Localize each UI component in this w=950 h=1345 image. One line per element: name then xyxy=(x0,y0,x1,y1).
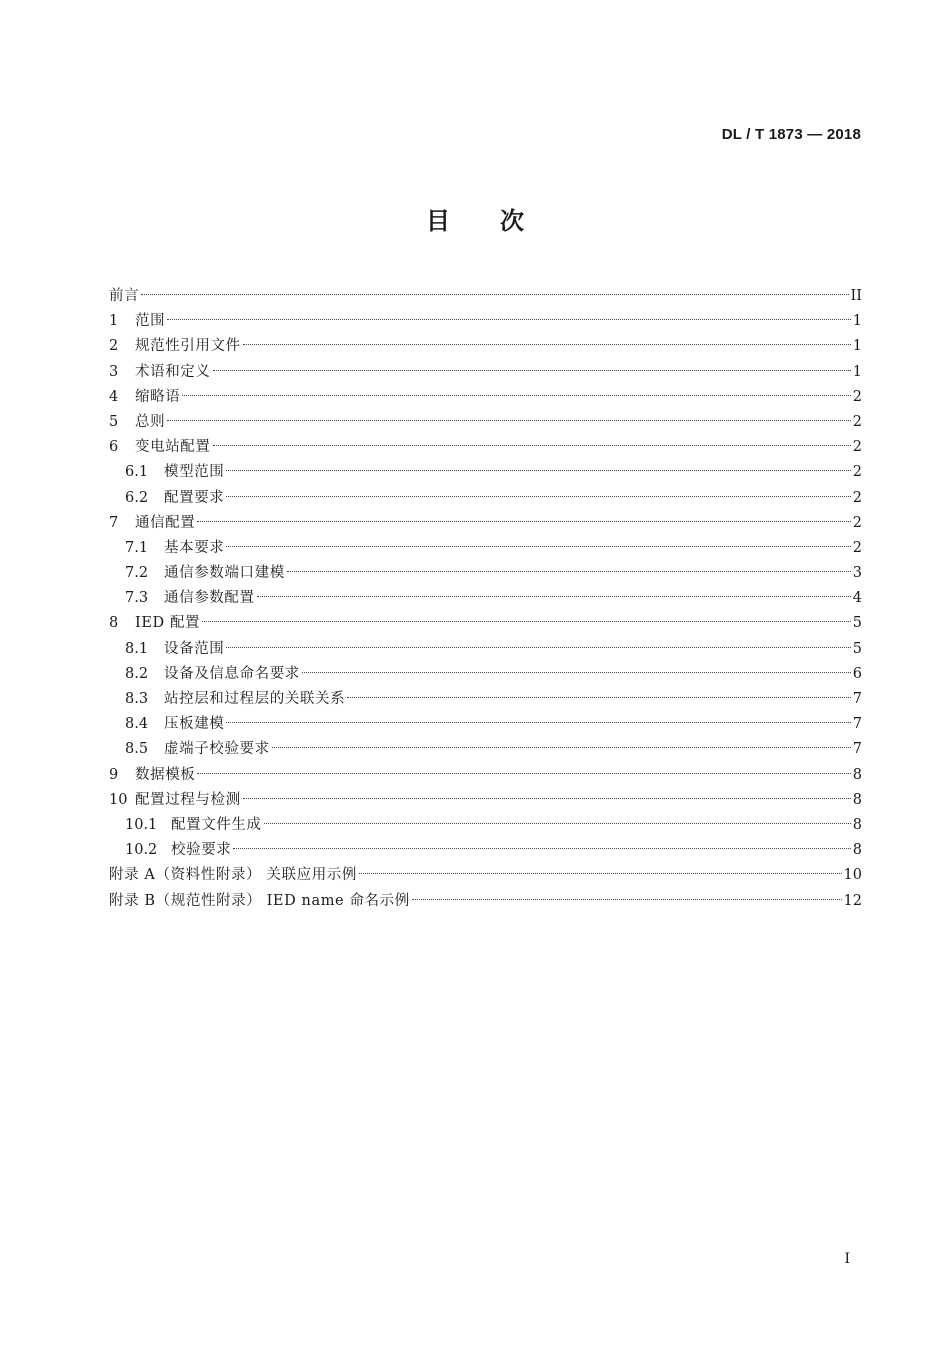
toc-entry[interactable] xyxy=(109,763,862,788)
toc-entry[interactable] xyxy=(109,309,862,334)
toc-entry-label: 附录 B（规范性附录） IED name 命名示例 xyxy=(109,892,410,909)
toc-entry[interactable] xyxy=(109,385,862,410)
toc-entry-number: 8.1 xyxy=(125,640,149,657)
toc-entry-page: 6 xyxy=(852,665,862,682)
toc-entry[interactable] xyxy=(109,813,862,838)
toc-entry-label: 虚端子校验要求 xyxy=(164,741,270,758)
toc-entry-label: 缩略语 xyxy=(135,388,181,405)
toc-entry-label: 前言 xyxy=(109,288,140,304)
toc-entry-label: 变电站配置 xyxy=(135,439,211,456)
toc-leader-dots xyxy=(359,873,842,874)
toc-entry[interactable] xyxy=(109,360,862,385)
toc-entry-page: 2 xyxy=(852,514,862,531)
toc-leader-dots xyxy=(287,571,851,572)
toc-leader-dots xyxy=(243,344,851,345)
toc-leader-dots xyxy=(202,621,851,622)
toc-entry[interactable] xyxy=(109,334,862,359)
toc-leader-dots xyxy=(182,395,850,396)
toc-title-char-1: 目 xyxy=(426,207,450,235)
toc-leader-dots xyxy=(347,697,851,698)
toc-entry[interactable] xyxy=(109,536,862,561)
toc-entry-number: 10.1 xyxy=(125,816,158,833)
toc-entry-number: 10.2 xyxy=(125,842,158,859)
toc-entry-page: 5 xyxy=(852,640,862,657)
toc-entry-page: 2 xyxy=(852,388,862,405)
toc-entry-page: 5 xyxy=(852,615,862,632)
toc-leader-dots xyxy=(197,773,850,774)
toc-entry-page: 10 xyxy=(843,867,862,884)
toc-entry-label: 配置过程与检测 xyxy=(135,791,241,808)
toc-entry-number: 8.2 xyxy=(125,665,149,682)
toc-entry-number: 8.5 xyxy=(125,741,149,758)
toc-leader-dots xyxy=(167,420,851,421)
toc-entry[interactable] xyxy=(109,284,862,309)
toc-entry-label: 设备范围 xyxy=(164,640,225,657)
toc-leader-dots xyxy=(226,546,850,547)
toc-leader-dots xyxy=(226,496,850,497)
toc-entry-number: 8.4 xyxy=(125,716,149,733)
toc-entry[interactable] xyxy=(109,561,862,586)
toc-entry[interactable] xyxy=(109,460,862,485)
toc-leader-dots xyxy=(226,470,850,471)
toc-entry[interactable] xyxy=(109,838,862,863)
toc-leader-dots xyxy=(226,722,850,723)
toc-leader-dots xyxy=(167,319,851,320)
toc-entry-page: 7 xyxy=(852,741,862,758)
toc-title-char-2: 次 xyxy=(500,207,524,235)
toc-entry-label: IED 配置 xyxy=(135,615,201,632)
toc-entry-page: 12 xyxy=(843,892,862,909)
toc-entry-page: 8 xyxy=(852,791,862,808)
toc-entry-label: 配置文件生成 xyxy=(171,816,262,833)
toc-entry-number: 4 xyxy=(109,388,119,405)
toc-entry-number: 6.1 xyxy=(125,464,149,481)
toc-entry[interactable] xyxy=(109,889,862,914)
toc-entry[interactable] xyxy=(109,712,862,737)
toc-entry-label: 通信配置 xyxy=(135,514,196,531)
toc-entry-number: 2 xyxy=(109,338,119,355)
toc-entry-number: 3 xyxy=(109,363,119,380)
toc-entry-label: 校验要求 xyxy=(171,842,232,859)
toc-entry-number: 9 xyxy=(109,766,119,783)
toc-entry-number: 7.1 xyxy=(125,539,149,556)
toc-leader-dots xyxy=(197,521,850,522)
toc-entry-number: 7.2 xyxy=(125,565,149,582)
toc-entry-number: 8.3 xyxy=(125,691,149,707)
toc-leader-dots xyxy=(141,294,848,295)
toc-entry-number: 6 xyxy=(109,439,119,456)
toc-entry-page: 2 xyxy=(852,489,862,506)
toc-entry-label: 压板建模 xyxy=(164,716,225,733)
toc-entry-page: 7 xyxy=(852,716,862,733)
toc-entry[interactable] xyxy=(109,662,862,687)
toc-leader-dots xyxy=(272,747,851,748)
toc-entry-label: 总则 xyxy=(135,413,166,430)
toc-entry[interactable] xyxy=(109,511,862,536)
toc-title xyxy=(0,204,950,238)
toc-entry[interactable] xyxy=(109,687,862,712)
toc-entry-page: 8 xyxy=(852,766,862,783)
toc-entry[interactable] xyxy=(109,863,862,888)
toc-entry-page: 4 xyxy=(852,590,862,607)
table-of-contents xyxy=(109,284,862,914)
toc-entry[interactable] xyxy=(109,637,862,662)
toc-entry-label: 基本要求 xyxy=(164,539,225,556)
toc-entry-label: 术语和定义 xyxy=(135,363,211,380)
toc-entry[interactable] xyxy=(109,586,862,611)
toc-entry-page: 1 xyxy=(852,313,862,330)
toc-entry-number: 8 xyxy=(109,615,119,632)
toc-entry-page: 2 xyxy=(852,413,862,430)
toc-entry[interactable] xyxy=(109,410,862,435)
toc-entry[interactable] xyxy=(109,737,862,762)
toc-entry-page: 2 xyxy=(852,439,862,456)
toc-leader-dots xyxy=(213,445,851,446)
toc-entry[interactable] xyxy=(109,435,862,460)
page-number: I xyxy=(844,1251,850,1267)
toc-entry-number: 6.2 xyxy=(125,489,149,506)
toc-entry-label: 通信参数端口建模 xyxy=(164,565,285,582)
toc-entry-label: 附录 A（资料性附录） 关联应用示例 xyxy=(109,867,357,884)
toc-entry-page: 2 xyxy=(852,464,862,481)
toc-entry-label: 设备及信息命名要求 xyxy=(164,665,300,682)
toc-entry-label: 范围 xyxy=(135,313,166,330)
toc-entry-label: 模型范围 xyxy=(164,464,225,481)
toc-entry[interactable] xyxy=(109,788,862,813)
toc-entry-label: 数据模板 xyxy=(135,766,196,783)
toc-entry-number: 7.3 xyxy=(125,590,149,607)
document-code: DL / T 1873 — 2018 xyxy=(721,126,861,143)
toc-entry-number: 10 xyxy=(109,791,128,808)
toc-entry-page: 2 xyxy=(852,539,862,556)
toc-entry-label: 通信参数配置 xyxy=(164,590,255,607)
toc-entry-page: 1 xyxy=(852,338,862,355)
toc-entry-label: 规范性引用文件 xyxy=(135,338,241,355)
toc-leader-dots xyxy=(213,370,851,371)
toc-entry[interactable] xyxy=(109,611,862,636)
toc-leader-dots xyxy=(233,848,850,849)
toc-entry-page: 7 xyxy=(852,691,862,707)
toc-leader-dots xyxy=(264,823,851,824)
toc-leader-dots xyxy=(412,899,842,900)
toc-entry-page: 8 xyxy=(852,816,862,833)
toc-leader-dots xyxy=(226,647,850,648)
toc-entry[interactable] xyxy=(109,486,862,511)
toc-leader-dots xyxy=(302,672,851,673)
toc-entry-number: 7 xyxy=(109,514,119,531)
toc-entry-page: II xyxy=(850,288,862,304)
toc-leader-dots xyxy=(257,596,851,597)
toc-entry-number: 5 xyxy=(109,413,119,430)
toc-entry-page: 3 xyxy=(852,565,862,582)
toc-entry-label: 站控层和过程层的关联关系 xyxy=(164,691,346,707)
toc-entry-page: 1 xyxy=(852,363,862,380)
toc-entry-page: 8 xyxy=(852,842,862,859)
toc-entry-label: 配置要求 xyxy=(164,489,225,506)
toc-leader-dots xyxy=(243,798,851,799)
toc-entry-number: 1 xyxy=(109,313,119,330)
